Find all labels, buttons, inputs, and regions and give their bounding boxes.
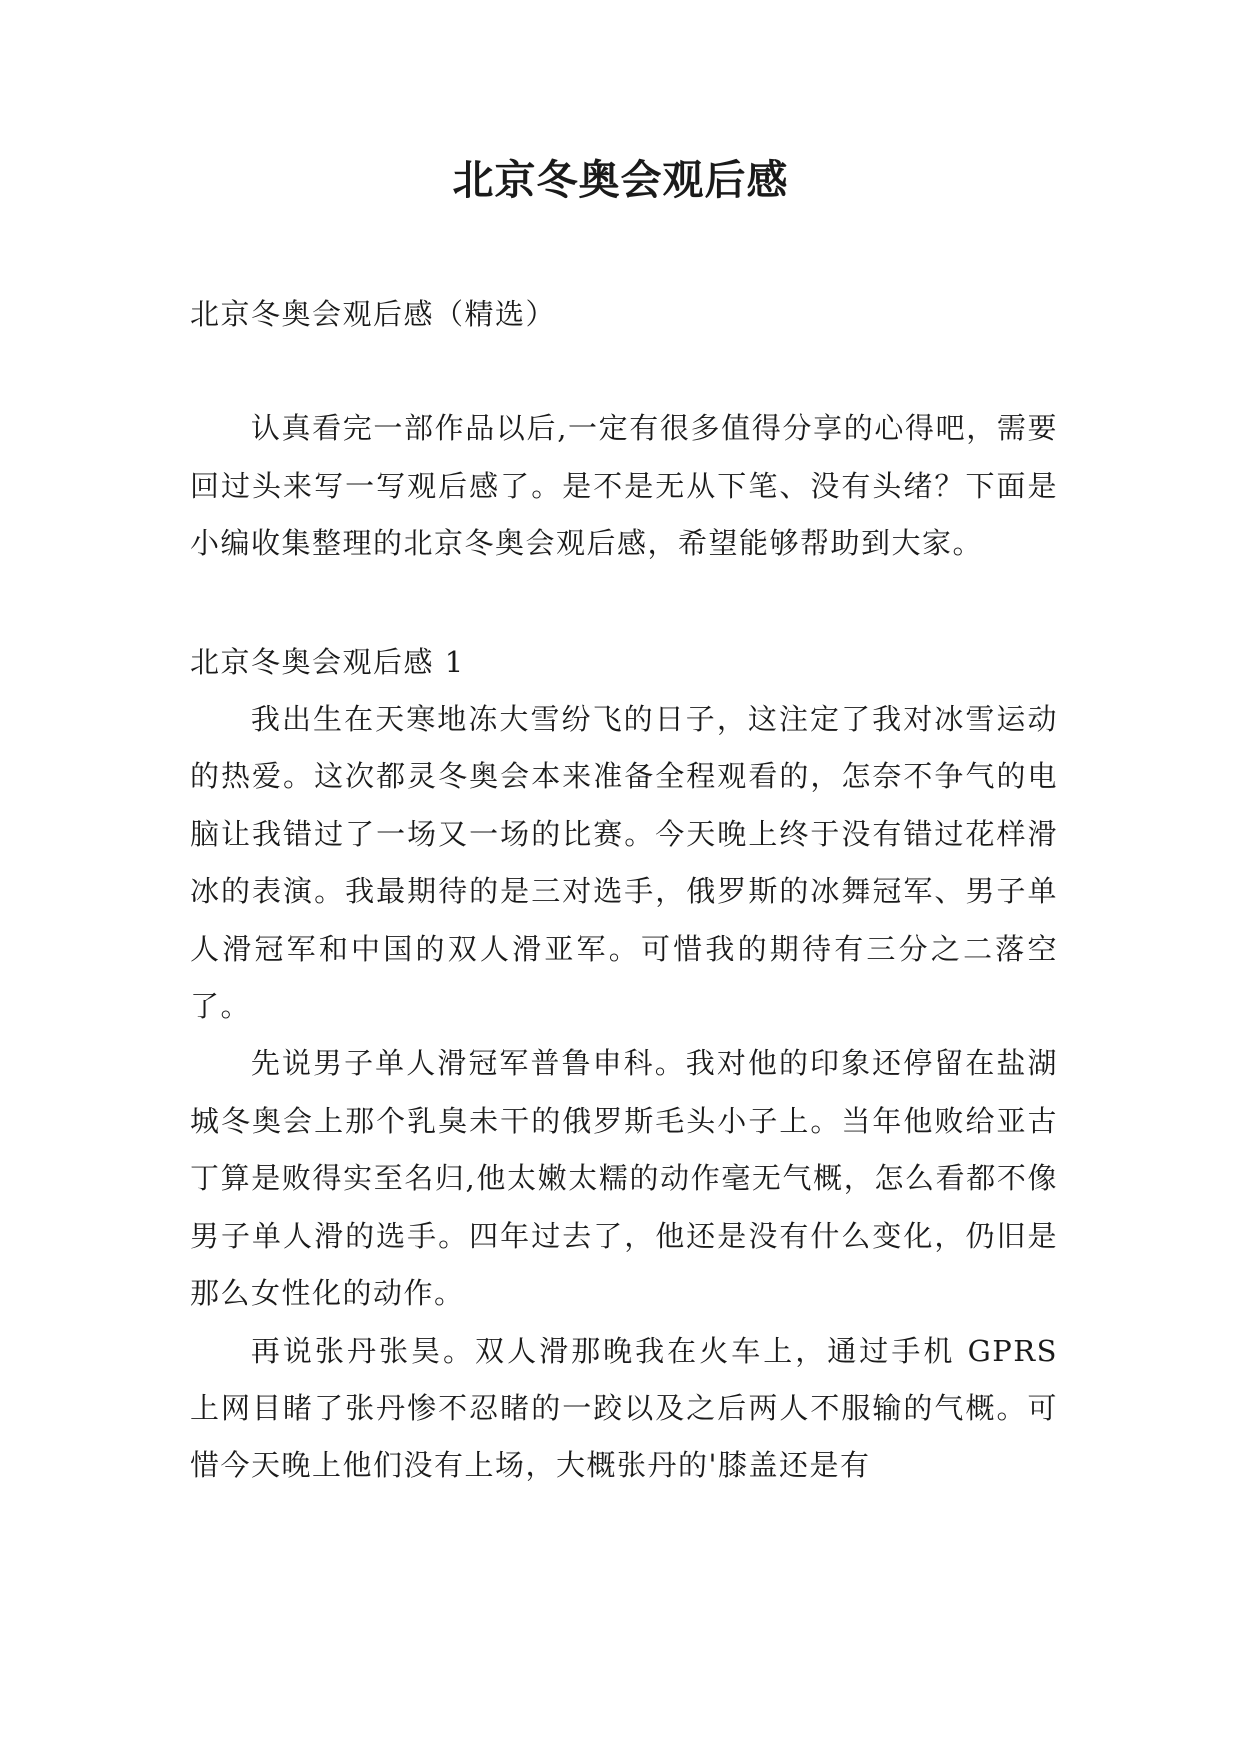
intro-paragraph: 认真看完一部作品以后,一定有很多值得分享的心得吧，需要回过头来写一写观后感了。是不是无从下笔、没有头绪？下面是小编收集整理的北京冬奥会观后感，希望能够帮助到大家。	[190, 411, 1058, 561]
section-heading: 北京冬奥会观后感 1	[190, 644, 465, 679]
body-paragraph: 先说男子单人滑冠军普鲁申科。我对他的印象还停留在盐湖城冬奥会上那个乳臭未干的俄罗斯毛头小子上。当年他败给亚古丁算是败得实至名归,他太嫩太糯的动作毫无气概，怎么看都不像男子单人滑的选手。四年过去了，他还是没有什么变化，仍旧是那么女性化的动作。	[190, 1046, 1058, 1311]
document-title: 北京冬奥会观后感	[452, 156, 789, 204]
body-paragraph: 我出生在天寒地冻大雪纷飞的日子，这注定了我对冰雪运动的热爱。这次都灵冬奥会本来准备全程观看的，怎奈不争气的电脑让我错过了一场又一场的比赛。今天晚上终于没有错过花样滑冰的表演。我最期待的是三对选手，俄罗斯的冰舞冠军、男子单人滑冠军和中国的双人滑亚军。可惜我的期待有三分之二落空了。	[190, 702, 1058, 1024]
spacer	[190, 343, 1058, 400]
document-subtitle: 北京冬奥会观后感（精选）	[190, 297, 557, 331]
spacer	[190, 573, 1058, 634]
document-body	[190, 286, 1058, 1495]
body-paragraph: 再说张丹张昊。双人滑那晚我在火车上，通过手机 GPRS 上网目睹了张丹惨不忍睹的一跤以及之后两人不服输的气概。可惜今天晚上他们没有上场，大概张丹的'膝盖还是有	[190, 1333, 1058, 1483]
